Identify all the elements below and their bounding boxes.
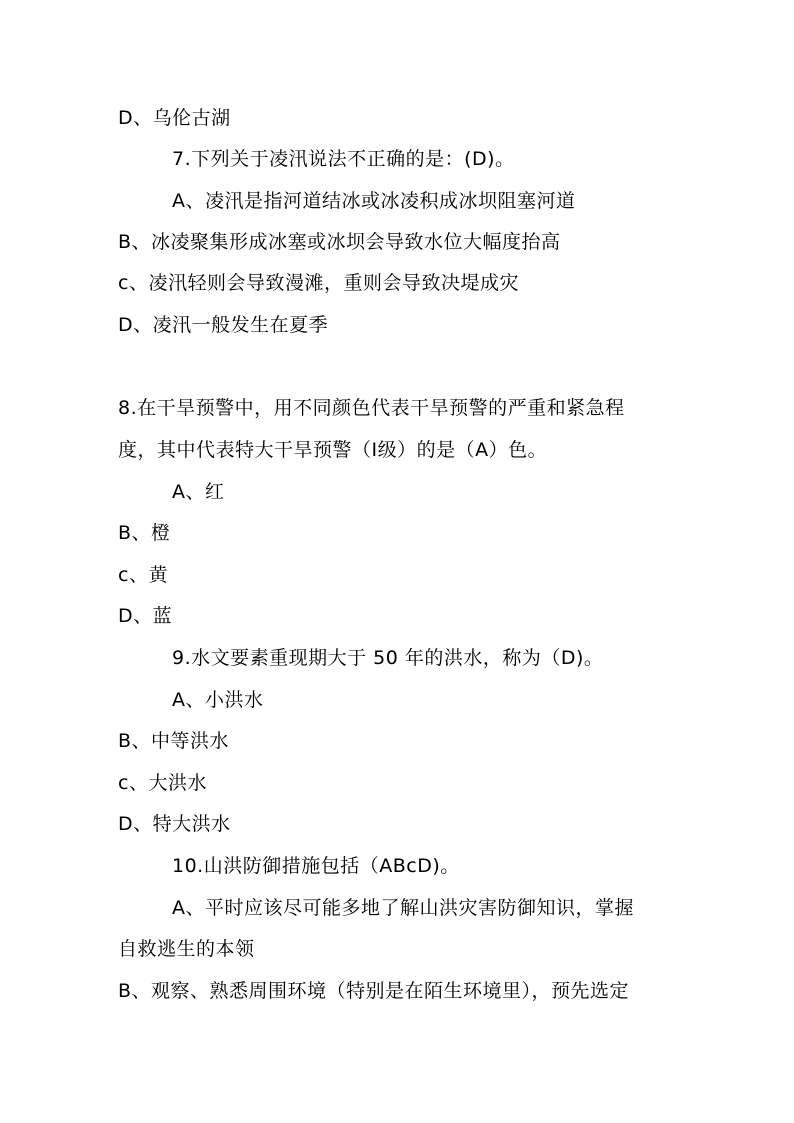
question-8-line-2: 度，其中代表特大干旱预警（Ⅰ级）的是（A）色。 — [118, 439, 548, 461]
option-c-q7: c、凌汛轻则会导致漫滩，重则会导致决堤成灾 — [118, 272, 519, 294]
option-a-q10-line-1: A、平时应该尽可能多地了解山洪灾害防御知识，掌握 — [172, 897, 634, 919]
option-b-q8: B、橙 — [118, 522, 171, 544]
option-c-q8: c、黄 — [118, 564, 168, 586]
option-d-q7: D、凌汛一般发生在夏季 — [118, 314, 329, 336]
option-a-q9: A、小洪水 — [172, 689, 264, 711]
question-10: 10.山洪防御措施包括（ABcD)。 — [172, 855, 460, 877]
option-a-q8: A、红 — [172, 481, 225, 503]
option-b-q10: B、观察、熟悉周围环境（特别是在陌生环境里），预先选定 — [118, 980, 630, 1002]
option-d-q9: D、特大洪水 — [118, 813, 231, 835]
option-b-q7: B、冰凌聚集形成冰塞或冰坝会导致水位大幅度抬高 — [118, 231, 561, 253]
option-a-q7: A、凌汛是指河道结冰或冰凌积成冰坝阻塞河道 — [172, 190, 576, 212]
question-9: 9.水文要素重现期大于 50 年的洪水，称为（D)。 — [172, 647, 604, 669]
option-d-q6: D、乌伦古湖 — [118, 107, 231, 129]
option-c-q9: c、大洪水 — [118, 772, 207, 794]
option-b-q9: B、中等洪水 — [118, 730, 230, 752]
question-8-line-1: 8.在干旱预警中，用不同颜色代表干旱预警的严重和紧急程 — [118, 397, 625, 419]
question-7: 7.下列关于凌汛说法不正确的是：(D)。 — [172, 148, 515, 170]
option-d-q8: D、蓝 — [118, 605, 173, 627]
option-a-q10-line-2: 自救逃生的本领 — [118, 938, 255, 960]
